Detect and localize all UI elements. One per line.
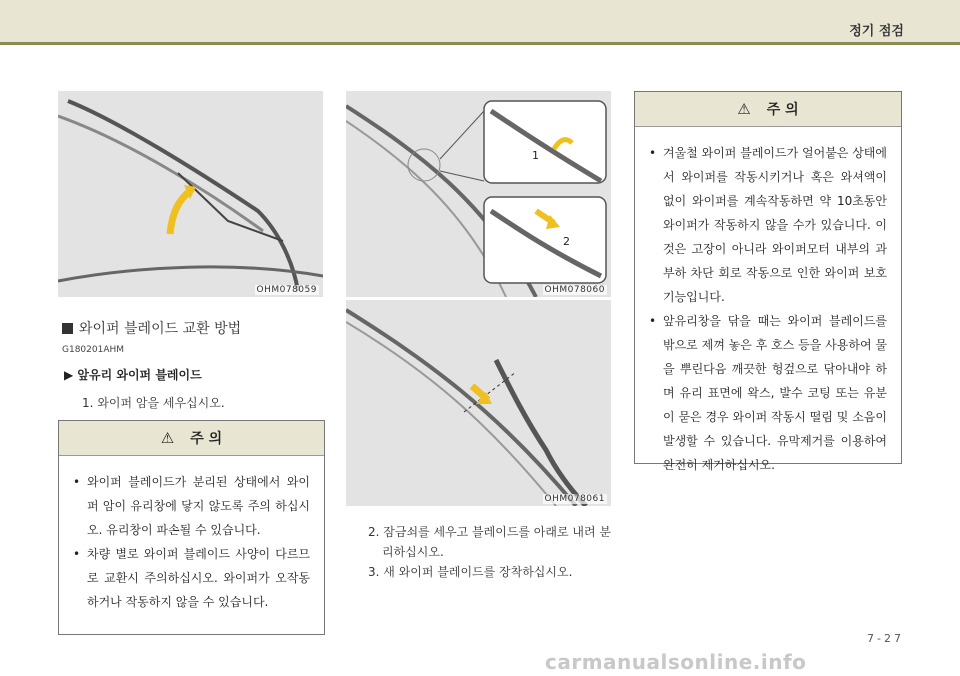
caution-item: • 앞유리창을 닦을 때는 와이퍼 블레이드를 밖으로 제껴 놓은 후 호스 등을 사용하여 물을 뿌린다음 깨끗한 헝겊으로 닦아내야 하며 유리 표면에 왁스, 발수 코팅 또는 유분이 묻은 경우 와이퍼 작동시 떨림 및 소음이 발생할 수 있습니다. 유막제거를 이용하여 완전히 제거하십시오.: [649, 309, 887, 477]
caution-box-left: [58, 420, 325, 635]
warning-triangle-icon: ⚠: [737, 100, 751, 118]
caution-list: [635, 127, 901, 477]
heading-text: 와이퍼 블레이드 교환 방법: [79, 321, 242, 337]
figure-blade-remove: [346, 300, 611, 506]
blade-release-illustration: [346, 91, 611, 297]
caution-list: [59, 456, 324, 614]
document-code: G180201AHM: [62, 345, 125, 355]
section-heading: [62, 318, 241, 338]
step-1: 1. 와이퍼 암을 세우십시오.: [82, 396, 225, 410]
steps-middle: [368, 522, 618, 582]
watermark: carmanualsonline.info: [545, 650, 807, 674]
caution-box-right: [634, 91, 902, 472]
step-2: 2. 잠금쇠를 세우고 블레이드를 아래로 내려 분: [368, 525, 611, 539]
warning-triangle-icon: ⚠: [160, 429, 175, 447]
subheading: ▶ 앞유리 와이퍼 블레이드: [64, 368, 202, 382]
caution-item: • 겨울철 와이퍼 블레이드가 얼어붙은 상태에서 와이퍼를 작동시키거나 혹은 와셔액이 없이 와이퍼를 계속작동하면 약 10초동안 와이퍼가 작동하지 않을 수가 있습니다. 이것은 고장이 아니라 와이퍼모터 내부의 과부하 차단 회로 작동으로 인한 와이퍼 보호 기능입니다.: [649, 141, 887, 309]
blade-remove-illustration: [346, 300, 611, 506]
page-number: 7-27: [867, 632, 904, 645]
caution-item: • 차량 별로 와이퍼 블레이드 사양이 다르므로 교환시 주의하십시오. 와이퍼가 오작동하거나 작동하지 않을 수 있습니다.: [73, 542, 310, 614]
caution-header: [635, 92, 901, 127]
wiper-arm-illustration: [58, 91, 323, 297]
step-3: 3. 새 와이퍼 블레이드를 장착하십시오.: [368, 565, 573, 579]
header-bar: [0, 0, 960, 42]
step-2-continued: 리하십시오.: [382, 545, 444, 559]
caution-title: 주 의: [190, 431, 223, 447]
figure-wiper-arm: [58, 91, 323, 297]
header-stripe: [0, 42, 960, 45]
figure-blade-release: [346, 91, 611, 297]
callout-2: 2: [563, 235, 570, 248]
section-title: 정기 점검: [849, 24, 904, 39]
figure-code: OHM078059: [256, 285, 317, 295]
caution-item: • 와이퍼 블레이드가 분리된 상태에서 와이퍼 암이 유리창에 닿지 않도록 주의 하십시오. 유리창이 파손될 수 있습니다.: [73, 470, 310, 542]
figure-code: OHM078061: [544, 494, 605, 504]
caution-title: 주 의: [766, 102, 799, 118]
caution-header: [59, 421, 324, 456]
heading-square-icon: [62, 323, 73, 334]
callout-1: 1: [532, 149, 539, 162]
figure-code: OHM078060: [544, 285, 605, 295]
